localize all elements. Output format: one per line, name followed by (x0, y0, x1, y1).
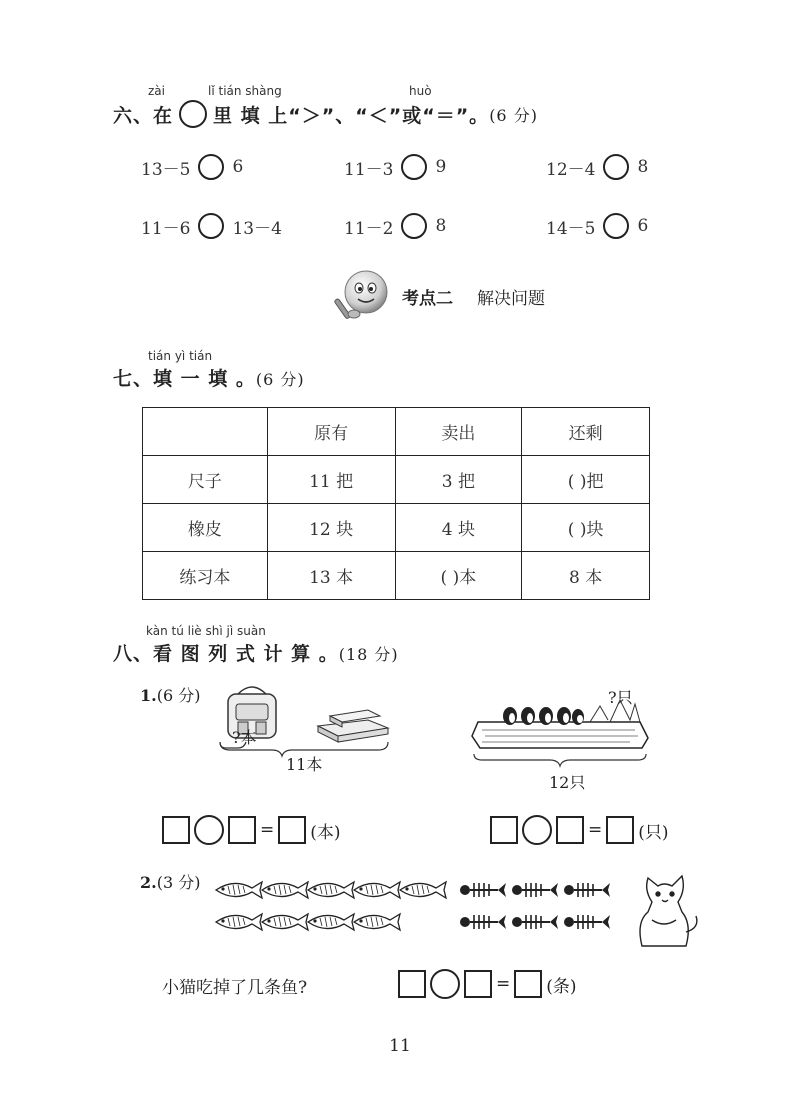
table-header-cell (143, 408, 268, 456)
answer-box[interactable] (606, 816, 634, 844)
section6-heading (113, 100, 538, 128)
compare-circle[interactable] (401, 213, 427, 239)
section7-title: 七、填 一 填 。 (113, 368, 256, 390)
pinyin-huo: huò (409, 84, 432, 98)
answer-box[interactable] (556, 816, 584, 844)
equals-sign: = (260, 820, 275, 840)
compare-left: 13－5 (141, 159, 191, 180)
section6-text-before: 在 (153, 104, 174, 127)
pinyin-litian: lǐ tián shàng (208, 84, 282, 98)
equals-sign: = (496, 974, 511, 994)
table-cell: 13 本 (267, 552, 395, 600)
section-banner (334, 268, 545, 324)
answer-cell[interactable]: ( )本 (395, 552, 522, 600)
q1-left-total: 11本 (286, 755, 323, 774)
fish-bone-icon (460, 883, 610, 929)
compare-left: 11－6 (141, 218, 191, 239)
compare-left: 12－4 (546, 159, 596, 180)
compare-right: 6 (232, 157, 244, 177)
answer-box[interactable] (490, 816, 518, 844)
table-header-cell: 卖出 (395, 408, 522, 456)
operator-circle[interactable] (522, 815, 552, 845)
answer-box[interactable] (514, 970, 542, 998)
banner-title: 解决问题 (477, 288, 545, 309)
section6-text-after: 里 填 上“＞”、“＜”或“＝”。 (213, 104, 490, 127)
compare-item (344, 154, 446, 180)
page-number: 11 (389, 1036, 411, 1056)
compare-circle[interactable] (198, 154, 224, 180)
section6-score: (6 分) (489, 105, 538, 125)
equals-sign: = (588, 820, 603, 840)
operator-circle[interactable] (430, 969, 460, 999)
q1-right-equation (490, 815, 669, 845)
compare-circle[interactable] (603, 154, 629, 180)
q1-label (140, 683, 200, 706)
pinyin-zai: zài (148, 84, 165, 98)
inventory-table (142, 407, 650, 600)
compare-item (344, 213, 446, 239)
answer-cell[interactable]: ( )块 (522, 504, 650, 552)
table-cell: 橡皮 (143, 504, 268, 552)
compare-right: 9 (435, 157, 447, 177)
operator-circle[interactable] (194, 815, 224, 845)
table-header-cell: 原有 (267, 408, 395, 456)
section6-number: 六、 (113, 104, 154, 127)
table-row (143, 552, 650, 600)
compare-right: 6 (637, 216, 649, 236)
compare-left: 11－2 (344, 218, 394, 239)
compare-right: 8 (435, 216, 447, 236)
compare-circle[interactable] (401, 154, 427, 180)
compare-item (141, 154, 243, 180)
table-cell: 尺子 (143, 456, 268, 504)
mascot-face-icon (334, 268, 392, 324)
q1-right-total: 12只 (549, 773, 586, 792)
q2-question: 小猫吃掉了几条鱼? (162, 978, 308, 998)
answer-box[interactable] (228, 816, 256, 844)
books-icon (318, 710, 388, 742)
table-cell: 11 把 (267, 456, 395, 504)
q2-equation (398, 969, 577, 999)
cat-icon (640, 876, 697, 946)
table-row (143, 456, 650, 504)
q1-left-unknown: ?本 (232, 728, 257, 747)
q2-label (140, 870, 200, 893)
fish-icon (216, 882, 446, 930)
table-row (143, 504, 650, 552)
compare-left: 14－5 (546, 218, 596, 239)
answer-box[interactable] (278, 816, 306, 844)
banner-tag: 考点二 (402, 288, 453, 309)
table-cell: 练习本 (143, 552, 268, 600)
table-cell: 12 块 (267, 504, 395, 552)
answer-box[interactable] (398, 970, 426, 998)
section8-title: 八、看 图 列 式 计 算 。 (113, 643, 339, 665)
q1-right-unknown: ?只 (608, 688, 633, 707)
table-header-cell: 还剩 (522, 408, 650, 456)
section7-score: (6 分) (255, 370, 305, 389)
section8-pinyin: kàn tú liè shì jì suàn (146, 624, 266, 638)
q2-score: (3 分) (156, 873, 201, 892)
compare-item (546, 154, 648, 180)
compare-left: 11－3 (344, 159, 394, 180)
table-cell: 4 块 (395, 504, 522, 552)
table-cell: 8 本 (522, 552, 650, 600)
compare-item (141, 213, 282, 239)
q1-left-equation (162, 815, 341, 845)
compare-circle[interactable] (603, 213, 629, 239)
fish-cat-picture (212, 872, 702, 947)
q1-number: 1. (140, 686, 157, 705)
q1-left-unit: (本) (310, 822, 341, 843)
q1-right-unit: (只) (638, 822, 669, 843)
heading-circle-icon (179, 100, 207, 128)
q1-score: (6 分) (156, 686, 201, 705)
compare-item (546, 213, 648, 239)
table-header-row (143, 408, 650, 456)
answer-box[interactable] (162, 816, 190, 844)
q2-number: 2. (140, 873, 157, 892)
compare-circle[interactable] (198, 213, 224, 239)
answer-cell[interactable]: ( )把 (522, 456, 650, 504)
compare-right: 8 (637, 157, 649, 177)
q2-unit: (条) (546, 976, 577, 997)
section8-score: (18 分) (338, 645, 399, 664)
section7-heading (113, 364, 305, 391)
compare-right: 13－4 (232, 218, 282, 239)
section8-heading (113, 639, 399, 666)
answer-box[interactable] (464, 970, 492, 998)
table-cell: 3 把 (395, 456, 522, 504)
section7-pinyin: tián yì tián (148, 349, 213, 363)
